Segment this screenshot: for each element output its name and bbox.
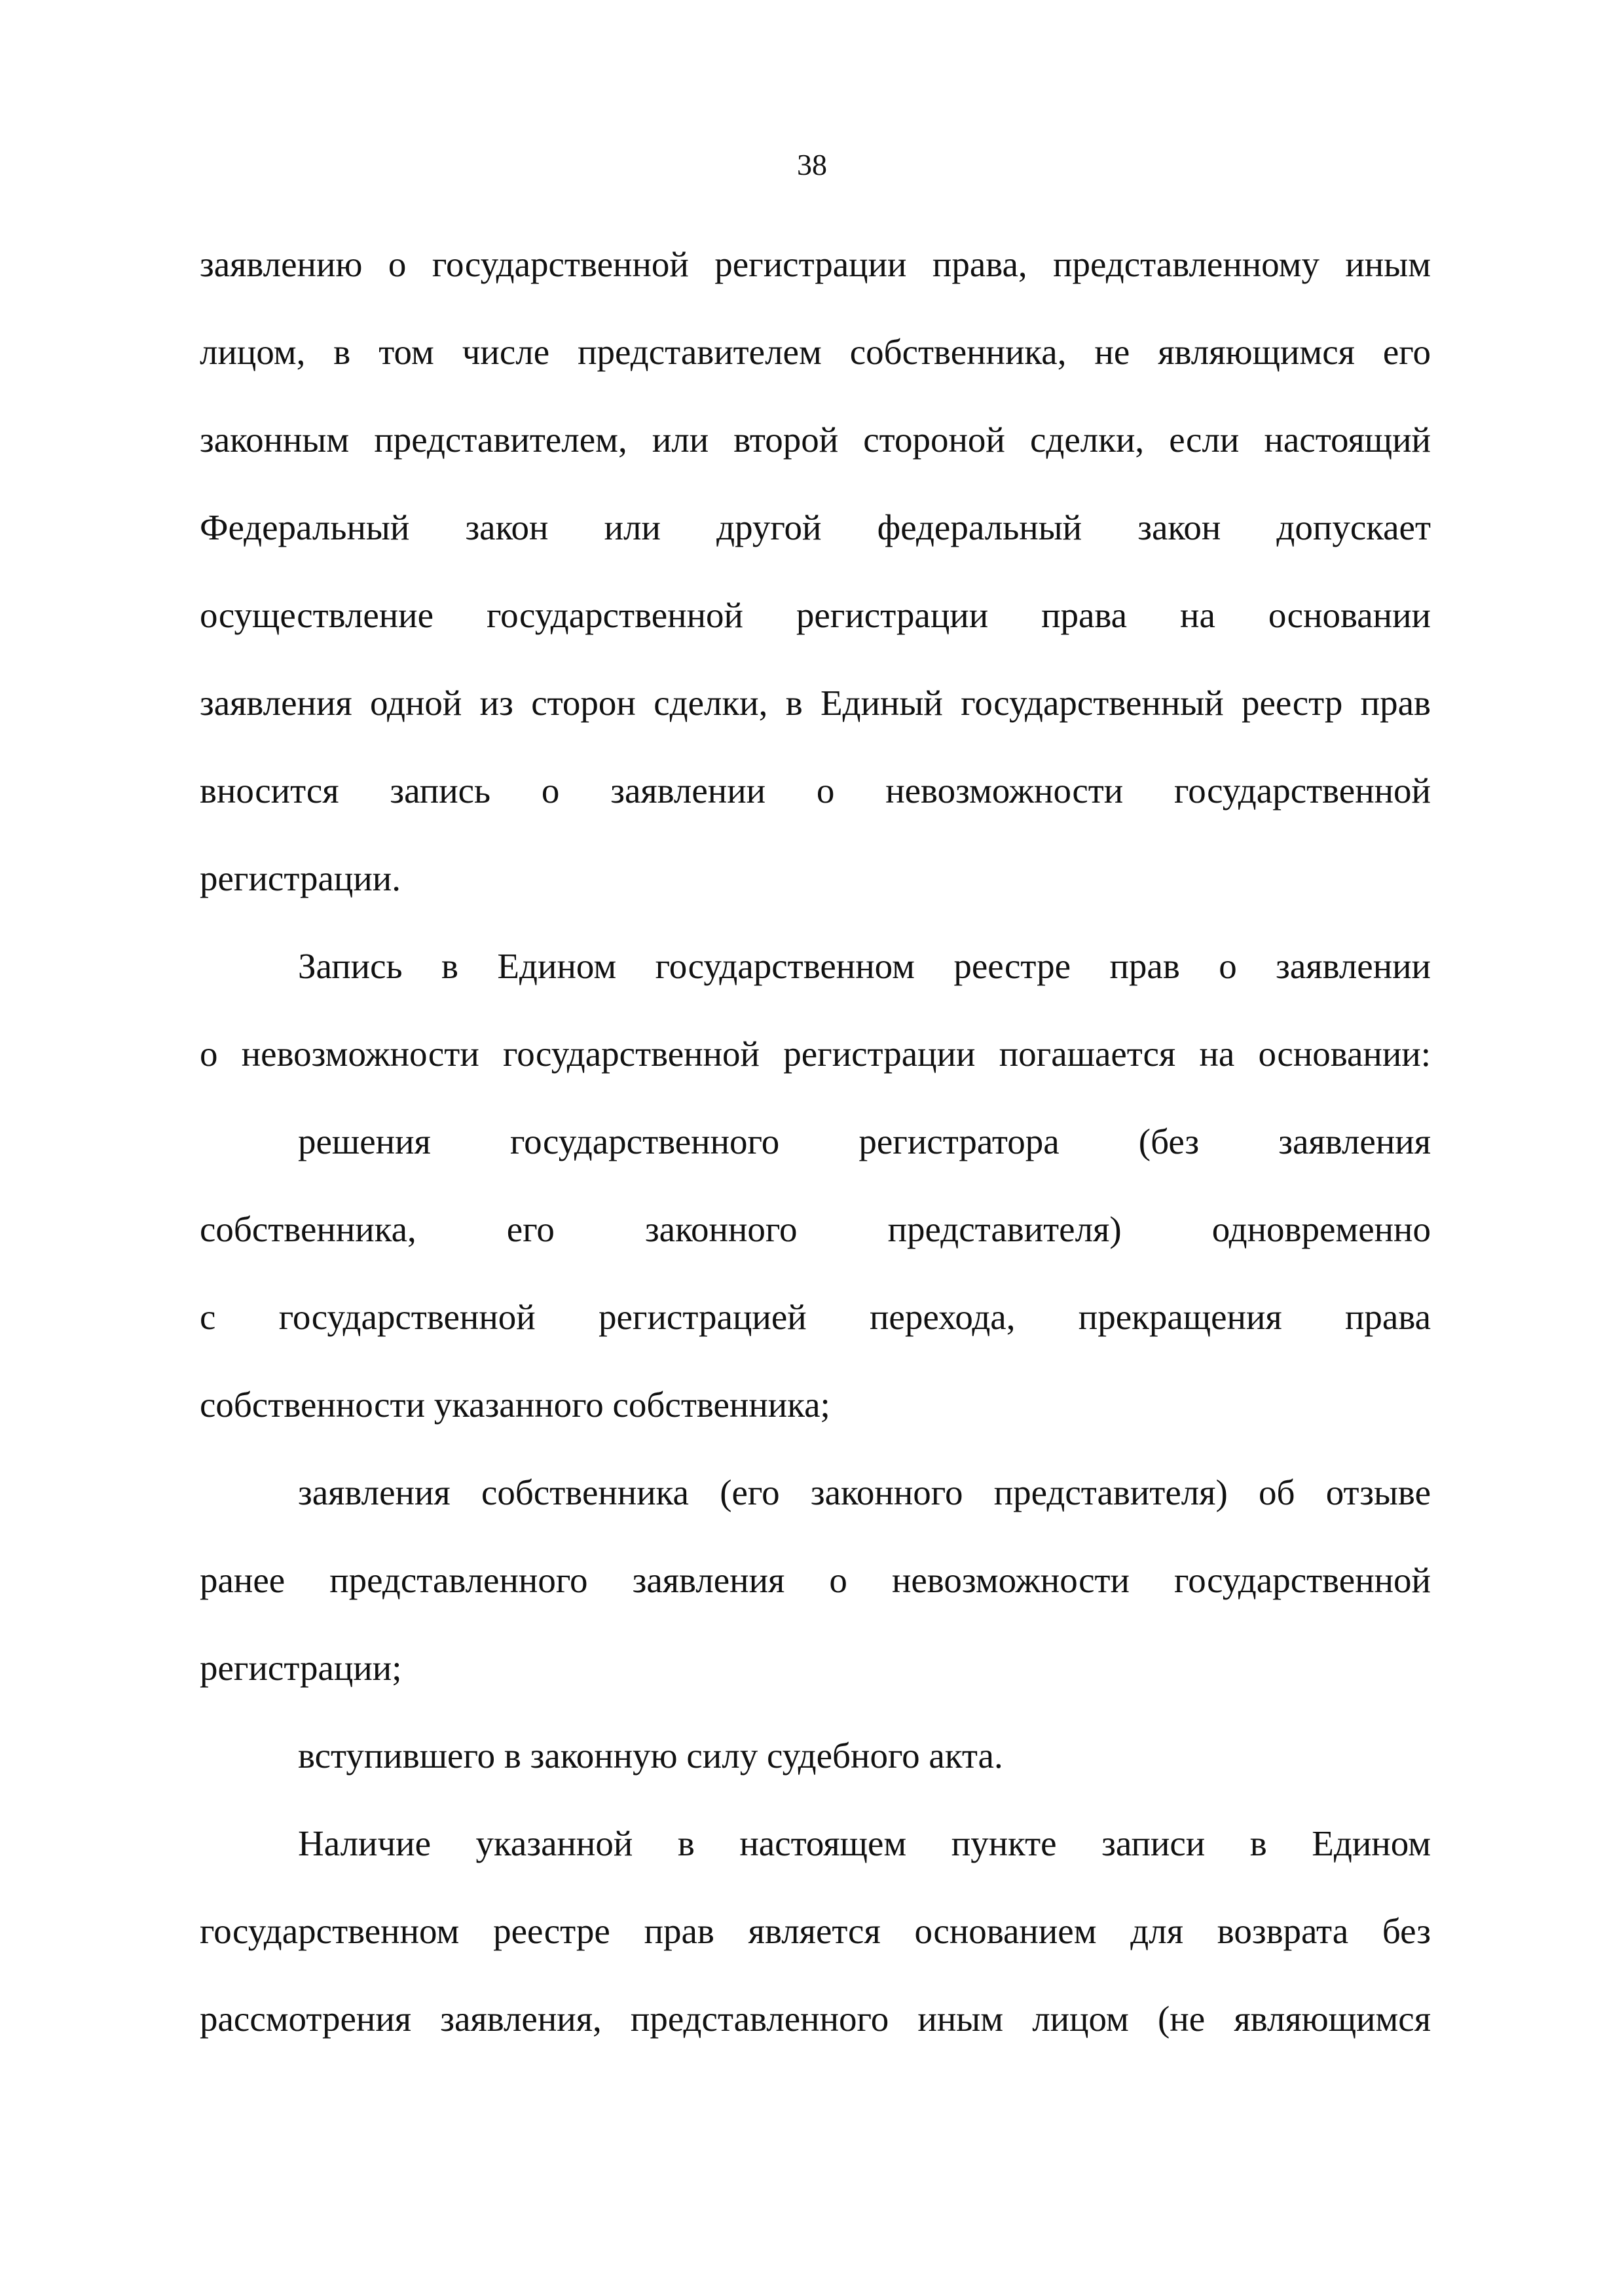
text-line: решения государственного регистратора (без заявления (298, 1121, 1431, 1161)
text-line: Федеральный закон или другой федеральный закон допускает (200, 507, 1431, 547)
text-line: заявления собственника (его законного представителя) об отзыве (298, 1472, 1431, 1512)
text-line: регистрации. (200, 858, 401, 898)
text-line: вступившего в законную силу судебного акта. (298, 1736, 1003, 1776)
text-line: вносится запись о заявлении о невозможности государственной (200, 771, 1431, 811)
text-line: рассмотрения заявления, представленного иным лицом (не являющимся (200, 1999, 1431, 2039)
text-line: ранее представленного заявления о невозможности государственной (200, 1560, 1431, 1600)
text-line: лицом, в том числе представителем собственника, не являющимся его (200, 332, 1431, 372)
text-line: с государственной регистрацией перехода, прекращения права (200, 1297, 1431, 1337)
text-line: государственном реестре прав является основанием для возврата без (200, 1911, 1431, 1951)
text-line: заявлению о государственной регистрации права, представленному иным (200, 244, 1431, 284)
text-line: законным представителем, или второй стороной сделки, если настоящий (200, 420, 1431, 460)
text-line: собственности указанного собственника; (200, 1385, 830, 1425)
text-line: о невозможности государственной регистрации погашается на основании: (200, 1034, 1431, 1074)
text-line: Наличие указанной в настоящем пункте записи в Едином (298, 1823, 1431, 1863)
text-line: собственника, его законного представителя) одновременно (200, 1209, 1431, 1249)
page-number: 38 (797, 148, 827, 181)
document-body (200, 242, 1431, 2085)
text-line: регистрации; (200, 1648, 402, 1688)
text-line: заявления одной из сторон сделки, в Единый государственный реестр прав (200, 683, 1431, 723)
text-line: Запись в Едином государственном реестре прав о заявлении (298, 946, 1431, 986)
text-line: осуществление государственной регистрации права на основании (200, 595, 1431, 635)
